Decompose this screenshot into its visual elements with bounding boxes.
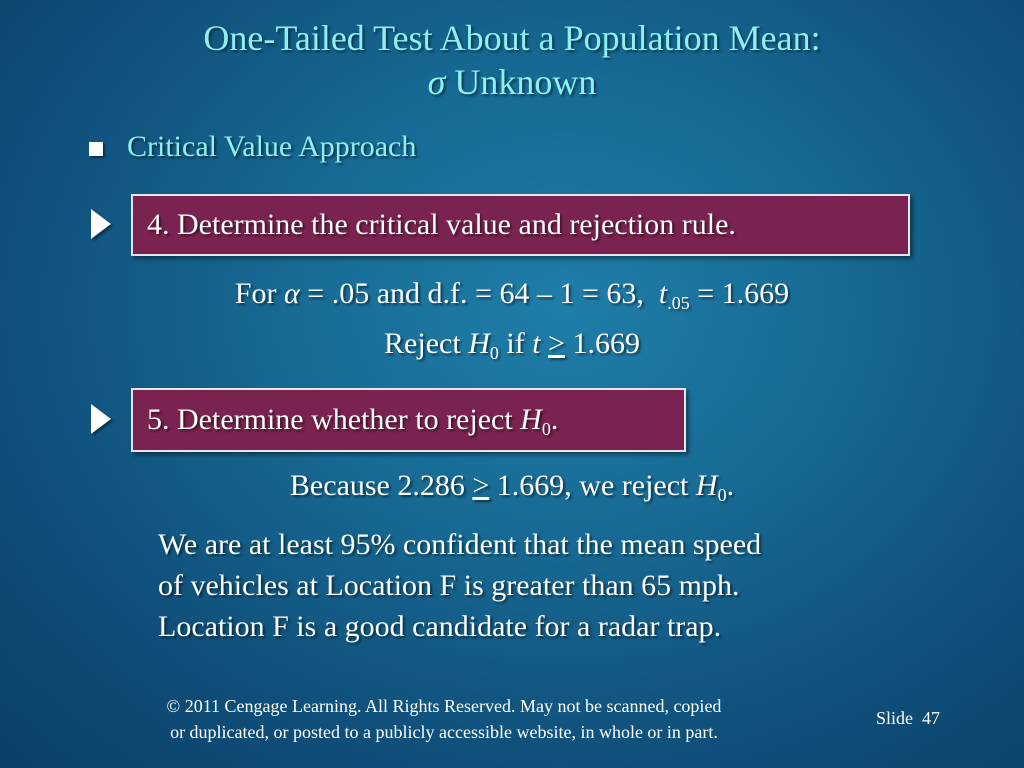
- because-text: Because 2.286: [289, 469, 465, 502]
- h-symbol: H: [468, 327, 490, 360]
- t-symbol: t: [532, 327, 541, 360]
- copyright-line-2: or duplicated, or posted to a publicly accessible website, in whole or in part.: [170, 722, 718, 742]
- title-line-1: One-Tailed Test About a Population Mean:: [203, 18, 821, 58]
- step-5-text: 5. Determine whether to reject: [147, 403, 513, 436]
- square-bullet-icon: [89, 142, 103, 156]
- title-line-2: [0, 60, 1024, 104]
- decision-line: [0, 469, 1024, 503]
- step-4-label: 4. Determine the critical value and rejection rule.: [147, 208, 736, 241]
- critical-for: For: [234, 277, 277, 310]
- critical-value-line: [0, 277, 1024, 311]
- alpha-symbol: α: [284, 277, 300, 310]
- conclusion-line-3: Location F is a good candidate for a radar trap.: [158, 610, 722, 643]
- rejection-value: 1.669: [572, 327, 640, 360]
- t-subscript: .05: [667, 293, 690, 313]
- conclusion-line-2: of vehicles at Location F is greater than 65 mph.: [158, 569, 740, 602]
- rejection-rule-line: [0, 327, 1024, 361]
- step-5-box: [131, 388, 686, 452]
- period: .: [550, 403, 559, 436]
- because-text-2: 1.669, we reject: [496, 469, 689, 502]
- slide-number-value: 47: [922, 708, 941, 728]
- arrow-right-icon: [91, 404, 111, 434]
- conclusion-line-1: We are at least 95% confident that the mean speed: [158, 528, 762, 561]
- critical-equation: = .05 and d.f. = 64 – 1 = 63,: [307, 277, 644, 310]
- h-subscript: 0: [717, 485, 727, 505]
- sigma-symbol: σ: [427, 62, 446, 102]
- h-symbol: H: [520, 403, 542, 436]
- greater-equal-symbol: >: [472, 469, 490, 502]
- step-5-label: [147, 403, 558, 437]
- h-symbol: H: [695, 469, 718, 502]
- copyright-notice: [74, 693, 814, 745]
- arrow-right-icon: [91, 209, 111, 239]
- greater-equal-symbol: >: [548, 327, 565, 360]
- copyright-line-1: © 2011 Cengage Learning. All Rights Reserved. May not be scanned, copied: [166, 696, 722, 716]
- h-subscript: 0: [541, 419, 551, 439]
- reject-word: Reject: [384, 327, 461, 360]
- section-heading: Critical Value Approach: [127, 130, 417, 163]
- step-4-box: [131, 194, 910, 256]
- title-line-2-text: Unknown: [454, 62, 597, 102]
- period: .: [726, 469, 735, 502]
- critical-t-value: = 1.669: [697, 277, 790, 310]
- slide-number: [876, 705, 940, 731]
- h-subscript: 0: [489, 343, 499, 363]
- if-word: if: [506, 327, 525, 360]
- slide-title: [0, 16, 1024, 104]
- conclusion-paragraph: [158, 524, 761, 647]
- t-symbol: t: [658, 277, 668, 310]
- slide-label: Slide: [876, 708, 914, 728]
